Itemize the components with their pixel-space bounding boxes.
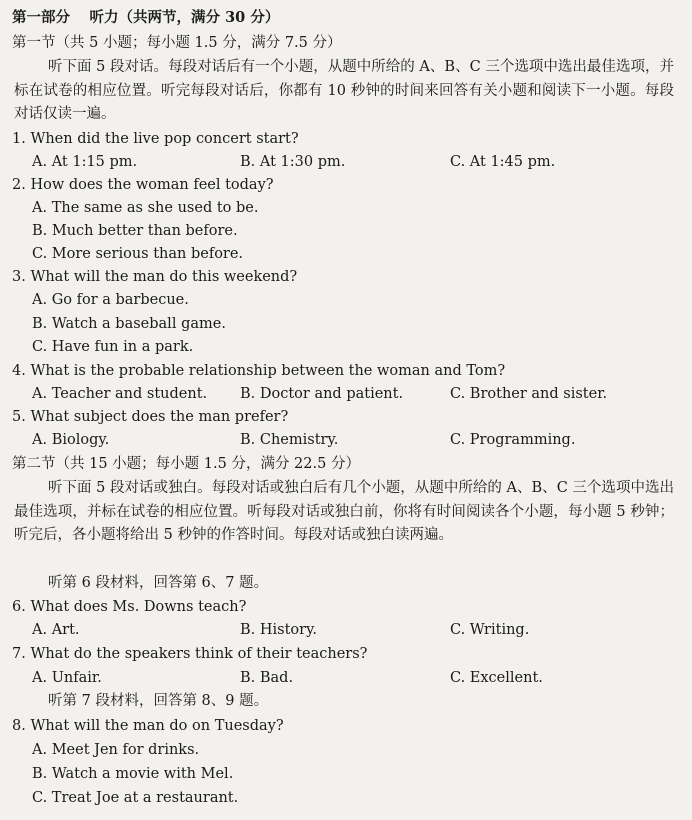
q8-option-a: A. Meet Jen for drinks. bbox=[32, 742, 200, 758]
q5-stem: 5. What subject does the man prefer? bbox=[12, 409, 289, 425]
material7-instruction: 听第 7 段材料，回答第 8、9 题。 bbox=[48, 693, 269, 709]
q6-option-a: A. Art. bbox=[32, 622, 80, 638]
q4-option-b: B. Doctor and patient. bbox=[240, 386, 404, 402]
q4-option-a: A. Teacher and student. bbox=[32, 386, 208, 402]
q6-option-c: C. Writing. bbox=[450, 622, 530, 638]
material6-instruction: 听第 6 段材料，回答第 6、7 题。 bbox=[48, 575, 269, 591]
q1-option-c: C. At 1:45 pm. bbox=[450, 154, 556, 170]
q3-option-b: B. Watch a baseball game. bbox=[32, 316, 226, 332]
part1-title: 第一部分 听力（共两节，满分 30 分） bbox=[12, 9, 280, 26]
q3-option-a: A. Go for a barbecue. bbox=[32, 292, 189, 308]
q7-option-b: B. Bad. bbox=[240, 670, 294, 686]
q1-stem: 1. When did the live pop concert start? bbox=[12, 131, 299, 147]
q4-stem: 4. What is the probable relationship between the woman and Tom? bbox=[12, 363, 506, 379]
q5-option-a: A. Biology. bbox=[32, 432, 110, 448]
q8-option-b: B. Watch a movie with Mel. bbox=[32, 766, 234, 782]
q2-option-a: A. The same as she used to be. bbox=[32, 200, 259, 216]
section2-title: 第二节（共 15 小题；每小题 1.5 分，满分 22.5 分） bbox=[12, 456, 360, 472]
q5-option-c: C. Programming. bbox=[450, 432, 576, 448]
q6-option-b: B. History. bbox=[240, 622, 317, 638]
q1-option-a: A. At 1:15 pm. bbox=[32, 154, 138, 170]
q8-stem: 8. What will the man do on Tuesday? bbox=[12, 718, 284, 734]
q3-stem: 3. What will the man do this weekend? bbox=[12, 269, 298, 285]
q2-option-b: B. Much better than before. bbox=[32, 223, 238, 239]
q3-option-c: C. Have fun in a park. bbox=[32, 339, 194, 355]
section1-title: 第一节（共 5 小题；每小题 1.5 分，满分 7.5 分） bbox=[12, 35, 342, 51]
q7-stem: 7. What do the speakers think of their teachers? bbox=[12, 646, 368, 662]
q5-option-b: B. Chemistry. bbox=[240, 432, 339, 448]
section1-instructions: 听下面 5 段对话。每段对话后有一个小题，从题中所给的 A、B、C 三个选项中选出最佳选项，并标在试卷的相应位置。听完每段对话后，你都有 10 秒钟的时间来回答有关小题和阅读下一小题。每段对话仅读一遍。 bbox=[14, 59, 674, 122]
q8-option-c: C. Treat Joe at a restaurant. bbox=[32, 790, 239, 806]
q2-option-c: C. More serious than before. bbox=[32, 246, 244, 262]
q7-option-c: C. Excellent. bbox=[450, 670, 543, 686]
q1-option-b: B. At 1:30 pm. bbox=[240, 154, 346, 170]
q2-stem: 2. How does the woman feel today? bbox=[12, 177, 274, 193]
section2-instructions: 听下面 5 段对话或独白。每段对话或独白后有几个小题，从题中所给的 A、B、C 三个选项中选出最佳选项，并标在试卷的相应位置。听每段对话或独白前，你将有时间阅读各个小题，每小题 5 秒钟；听完后，各小题将给出 5 秒钟的作答时间。每段对话或独白读两遍。 bbox=[14, 480, 674, 543]
q6-stem: 6. What does Ms. Downs teach? bbox=[12, 599, 247, 615]
q7-option-a: A. Unfair. bbox=[32, 670, 102, 686]
q4-option-c: C. Brother and sister. bbox=[450, 386, 608, 402]
